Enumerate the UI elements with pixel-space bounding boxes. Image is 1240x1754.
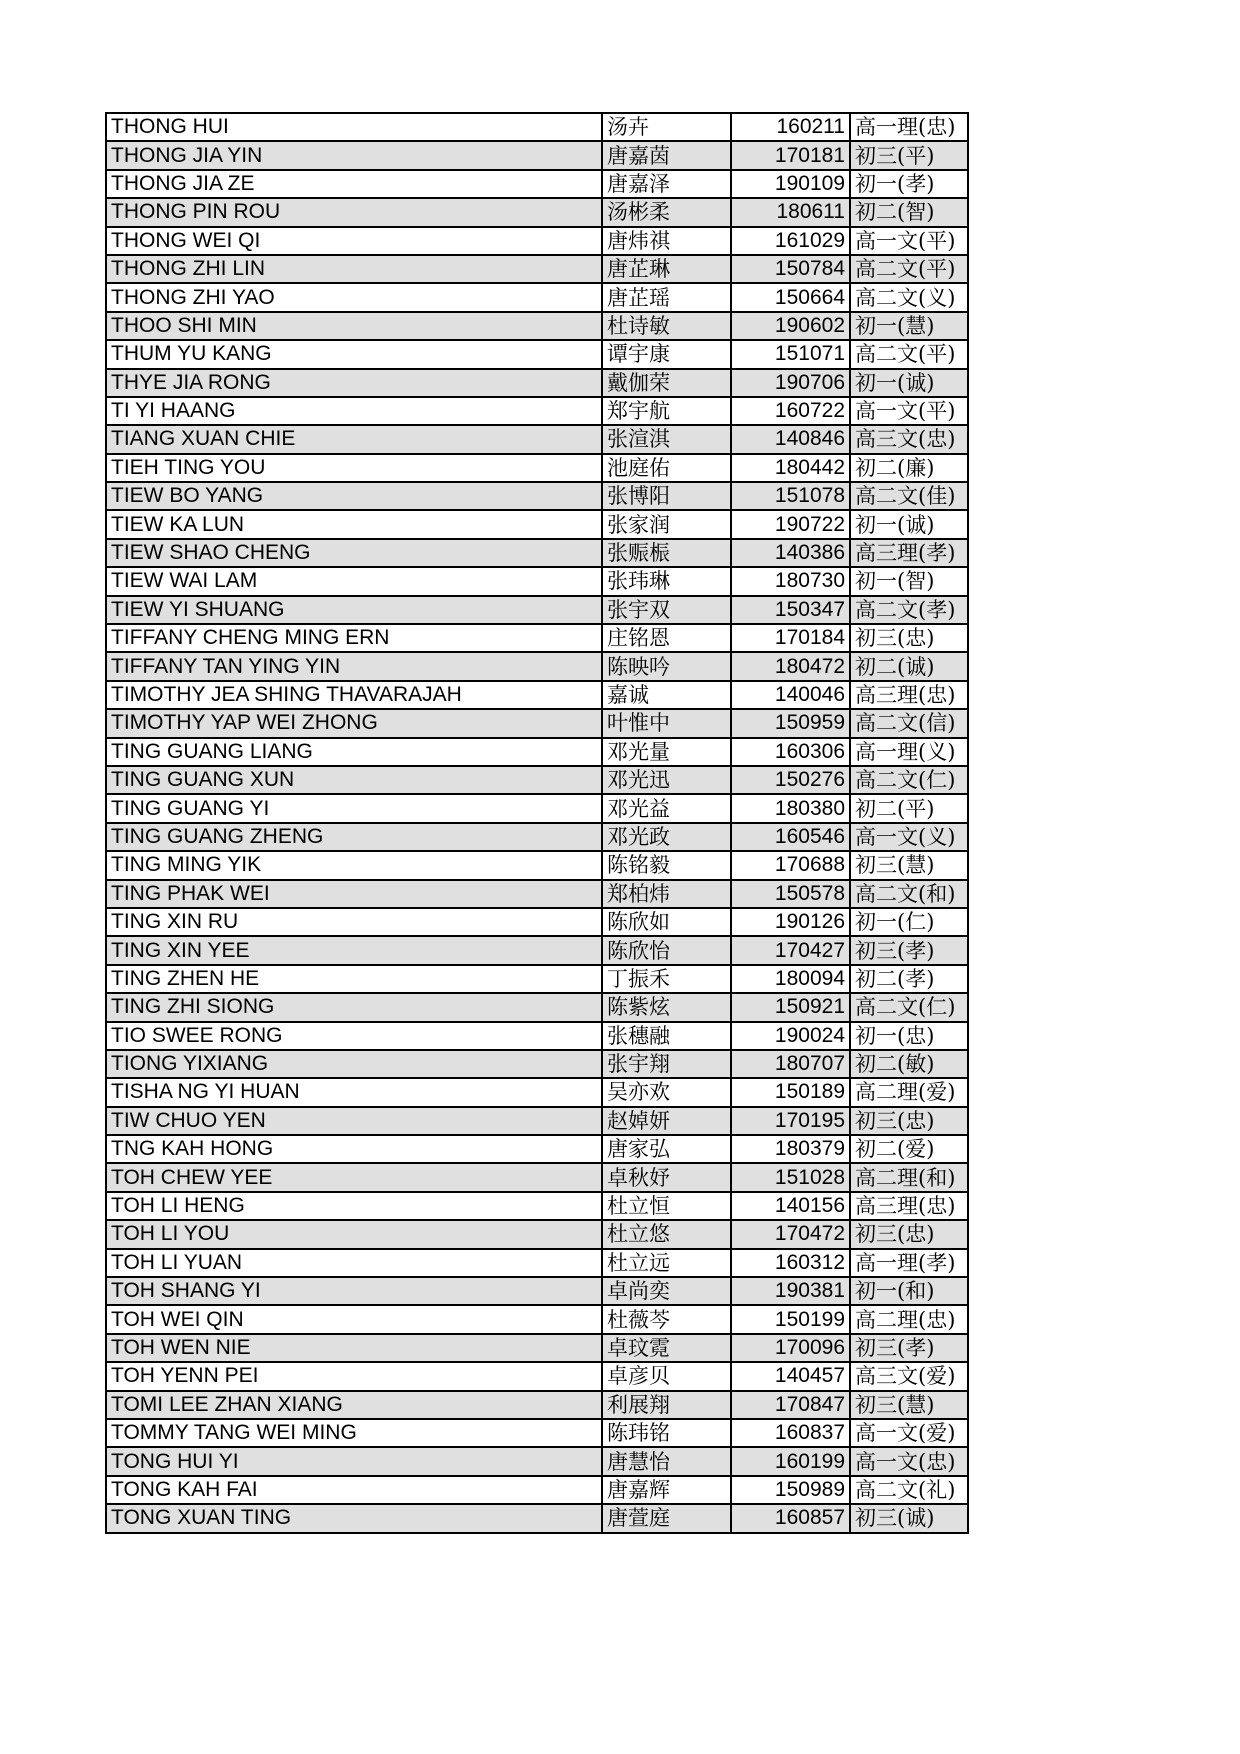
table-row bbox=[106, 454, 968, 482]
table-row bbox=[106, 624, 968, 652]
student-name-cell: TOH YENN PEI bbox=[106, 1362, 602, 1390]
class-cell: 高一文(义) bbox=[850, 823, 968, 851]
student-id-cell: 160211 bbox=[731, 113, 850, 141]
student-name-cell: TOH LI YUAN bbox=[106, 1249, 602, 1277]
chinese-name-cell: 唐嘉辉 bbox=[602, 1476, 731, 1504]
chinese-name-cell: 张穗融 bbox=[602, 1022, 731, 1050]
table-row bbox=[106, 1419, 968, 1447]
student-id-cell: 170427 bbox=[731, 936, 850, 964]
class-cell: 初一(孝) bbox=[850, 170, 968, 198]
chinese-name-cell: 杜诗敏 bbox=[602, 312, 731, 340]
student-id-cell: 150276 bbox=[731, 766, 850, 794]
student-name-cell: TISHA NG YI HUAN bbox=[106, 1078, 602, 1106]
student-name-cell: TONG KAH FAI bbox=[106, 1476, 602, 1504]
chinese-name-cell: 丁振禾 bbox=[602, 965, 731, 993]
class-cell: 高二文(仁) bbox=[850, 993, 968, 1021]
table-row bbox=[106, 794, 968, 822]
chinese-name-cell: 陈欣怡 bbox=[602, 936, 731, 964]
student-name-cell: TIANG XUAN CHIE bbox=[106, 425, 602, 453]
class-cell: 高二文(义) bbox=[850, 283, 968, 311]
class-cell: 初一(诚) bbox=[850, 510, 968, 538]
student-id-cell: 170181 bbox=[731, 141, 850, 169]
student-name-cell: THONG JIA ZE bbox=[106, 170, 602, 198]
class-cell: 初二(廉) bbox=[850, 454, 968, 482]
class-cell: 高三文(爱) bbox=[850, 1362, 968, 1390]
student-name-cell: TOH SHANG YI bbox=[106, 1277, 602, 1305]
chinese-name-cell: 郑柏炜 bbox=[602, 880, 731, 908]
student-name-cell: THONG ZHI YAO bbox=[106, 283, 602, 311]
student-id-cell: 170688 bbox=[731, 851, 850, 879]
chinese-name-cell: 唐嘉泽 bbox=[602, 170, 731, 198]
chinese-name-cell: 张渲淇 bbox=[602, 425, 731, 453]
student-id-cell: 160837 bbox=[731, 1419, 850, 1447]
student-id-cell: 150578 bbox=[731, 880, 850, 908]
chinese-name-cell: 谭宇康 bbox=[602, 340, 731, 368]
student-name-cell: TING GUANG XUN bbox=[106, 766, 602, 794]
class-cell: 初一(仁) bbox=[850, 908, 968, 936]
student-id-cell: 170847 bbox=[731, 1391, 850, 1419]
student-name-cell: TONG HUI YI bbox=[106, 1447, 602, 1475]
class-cell: 高一文(平) bbox=[850, 397, 968, 425]
class-cell: 初三(忠) bbox=[850, 624, 968, 652]
student-id-cell: 151071 bbox=[731, 340, 850, 368]
class-cell: 高三理(忠) bbox=[850, 1192, 968, 1220]
table-row bbox=[106, 397, 968, 425]
chinese-name-cell: 卓玟霓 bbox=[602, 1334, 731, 1362]
student-id-cell: 140046 bbox=[731, 681, 850, 709]
table-row bbox=[106, 170, 968, 198]
table-row bbox=[106, 1163, 968, 1191]
chinese-name-cell: 邓光迅 bbox=[602, 766, 731, 794]
chinese-name-cell: 邓光益 bbox=[602, 794, 731, 822]
class-cell: 高二文(礼) bbox=[850, 1476, 968, 1504]
student-name-cell: THONG PIN ROU bbox=[106, 198, 602, 226]
table-row bbox=[106, 908, 968, 936]
chinese-name-cell: 利展翔 bbox=[602, 1391, 731, 1419]
table-row bbox=[106, 880, 968, 908]
class-cell: 高二理(忠) bbox=[850, 1305, 968, 1333]
class-cell: 初一(慧) bbox=[850, 312, 968, 340]
student-id-cell: 170184 bbox=[731, 624, 850, 652]
chinese-name-cell: 邓光量 bbox=[602, 738, 731, 766]
student-name-cell: THOO SHI MIN bbox=[106, 312, 602, 340]
student-id-cell: 190109 bbox=[731, 170, 850, 198]
table-row bbox=[106, 965, 968, 993]
student-name-cell: TOMMY TANG WEI MING bbox=[106, 1419, 602, 1447]
student-id-cell: 180094 bbox=[731, 965, 850, 993]
student-name-cell: TOH WEN NIE bbox=[106, 1334, 602, 1362]
class-cell: 初三(孝) bbox=[850, 1334, 968, 1362]
student-name-cell: TING GUANG YI bbox=[106, 794, 602, 822]
table-row bbox=[106, 198, 968, 226]
chinese-name-cell: 戴伽荣 bbox=[602, 369, 731, 397]
class-cell: 高二文(佳) bbox=[850, 482, 968, 510]
student-id-cell: 140386 bbox=[731, 539, 850, 567]
table-row bbox=[106, 596, 968, 624]
class-cell: 初一(诚) bbox=[850, 369, 968, 397]
student-name-cell: TIEW YI SHUANG bbox=[106, 596, 602, 624]
student-id-cell: 170195 bbox=[731, 1107, 850, 1135]
chinese-name-cell: 汤卉 bbox=[602, 113, 731, 141]
class-cell: 初一(智) bbox=[850, 567, 968, 595]
chinese-name-cell: 唐嘉茵 bbox=[602, 141, 731, 169]
class-cell: 高二文(平) bbox=[850, 255, 968, 283]
class-cell: 高二文(和) bbox=[850, 880, 968, 908]
student-name-cell: THUM YU KANG bbox=[106, 340, 602, 368]
student-id-cell: 150921 bbox=[731, 993, 850, 1021]
class-cell: 初三(平) bbox=[850, 141, 968, 169]
class-cell: 初三(慧) bbox=[850, 1391, 968, 1419]
student-name-cell: TIEH TING YOU bbox=[106, 454, 602, 482]
table-row bbox=[106, 1504, 968, 1532]
table-row bbox=[106, 369, 968, 397]
chinese-name-cell: 陈欣如 bbox=[602, 908, 731, 936]
student-name-cell: TIMOTHY JEA SHING THAVARAJAH bbox=[106, 681, 602, 709]
table-row bbox=[106, 823, 968, 851]
student-id-cell: 190024 bbox=[731, 1022, 850, 1050]
student-name-cell: TIW CHUO YEN bbox=[106, 1107, 602, 1135]
student-name-cell: TING XIN RU bbox=[106, 908, 602, 936]
table-row bbox=[106, 283, 968, 311]
student-id-cell: 160546 bbox=[731, 823, 850, 851]
table-row bbox=[106, 1022, 968, 1050]
student-name-cell: TOH LI YOU bbox=[106, 1220, 602, 1248]
class-cell: 初二(孝) bbox=[850, 965, 968, 993]
student-name-cell: TING XIN YEE bbox=[106, 936, 602, 964]
chinese-name-cell: 庄铭恩 bbox=[602, 624, 731, 652]
class-cell: 高一理(义) bbox=[850, 738, 968, 766]
class-cell: 初二(智) bbox=[850, 198, 968, 226]
table-row bbox=[106, 766, 968, 794]
student-id-cell: 180611 bbox=[731, 198, 850, 226]
student-name-cell: TING MING YIK bbox=[106, 851, 602, 879]
student-name-cell: TING GUANG LIANG bbox=[106, 738, 602, 766]
table-row bbox=[106, 113, 968, 141]
student-id-cell: 180380 bbox=[731, 794, 850, 822]
chinese-name-cell: 陈铭毅 bbox=[602, 851, 731, 879]
student-id-cell: 151078 bbox=[731, 482, 850, 510]
student-id-cell: 150189 bbox=[731, 1078, 850, 1106]
student-table-body bbox=[106, 113, 968, 1533]
student-name-cell: TIFFANY CHENG MING ERN bbox=[106, 624, 602, 652]
class-cell: 高一理(孝) bbox=[850, 1249, 968, 1277]
student-name-cell: TIEW WAI LAM bbox=[106, 567, 602, 595]
student-name-cell: TOH WEI QIN bbox=[106, 1305, 602, 1333]
class-cell: 高二文(仁) bbox=[850, 766, 968, 794]
chinese-name-cell: 张玮琳 bbox=[602, 567, 731, 595]
table-row bbox=[106, 312, 968, 340]
chinese-name-cell: 杜薇芩 bbox=[602, 1305, 731, 1333]
student-name-cell: TOH CHEW YEE bbox=[106, 1163, 602, 1191]
class-cell: 初三(忠) bbox=[850, 1220, 968, 1248]
table-row bbox=[106, 227, 968, 255]
class-cell: 高二文(信) bbox=[850, 709, 968, 737]
table-row bbox=[106, 738, 968, 766]
student-name-cell: TNG KAH HONG bbox=[106, 1135, 602, 1163]
chinese-name-cell: 唐家弘 bbox=[602, 1135, 731, 1163]
table-row bbox=[106, 255, 968, 283]
student-id-cell: 150989 bbox=[731, 1476, 850, 1504]
student-id-cell: 180379 bbox=[731, 1135, 850, 1163]
chinese-name-cell: 嘉诚 bbox=[602, 681, 731, 709]
student-name-cell: THYE JIA RONG bbox=[106, 369, 602, 397]
chinese-name-cell: 池庭佑 bbox=[602, 454, 731, 482]
student-id-cell: 160312 bbox=[731, 1249, 850, 1277]
table-row bbox=[106, 510, 968, 538]
chinese-name-cell: 唐慧怡 bbox=[602, 1447, 731, 1475]
table-row bbox=[106, 681, 968, 709]
chinese-name-cell: 郑宇航 bbox=[602, 397, 731, 425]
student-name-cell: THONG HUI bbox=[106, 113, 602, 141]
student-name-cell: THONG WEI QI bbox=[106, 227, 602, 255]
student-id-cell: 180707 bbox=[731, 1050, 850, 1078]
student-id-cell: 190706 bbox=[731, 369, 850, 397]
chinese-name-cell: 张赈桭 bbox=[602, 539, 731, 567]
chinese-name-cell: 赵婥妍 bbox=[602, 1107, 731, 1135]
table-row bbox=[106, 1391, 968, 1419]
class-cell: 高三理(孝) bbox=[850, 539, 968, 567]
class-cell: 初二(敏) bbox=[850, 1050, 968, 1078]
table-row bbox=[106, 567, 968, 595]
student-id-cell: 160722 bbox=[731, 397, 850, 425]
class-cell: 初一(和) bbox=[850, 1277, 968, 1305]
chinese-name-cell: 杜立悠 bbox=[602, 1220, 731, 1248]
class-cell: 初三(孝) bbox=[850, 936, 968, 964]
chinese-name-cell: 张家润 bbox=[602, 510, 731, 538]
class-cell: 高三文(忠) bbox=[850, 425, 968, 453]
student-name-cell: TIFFANY TAN YING YIN bbox=[106, 652, 602, 680]
chinese-name-cell: 叶惟中 bbox=[602, 709, 731, 737]
chinese-name-cell: 汤彬柔 bbox=[602, 198, 731, 226]
chinese-name-cell: 吴亦欢 bbox=[602, 1078, 731, 1106]
student-id-cell: 180472 bbox=[731, 652, 850, 680]
table-row bbox=[106, 1135, 968, 1163]
student-id-cell: 180442 bbox=[731, 454, 850, 482]
class-cell: 高二文(孝) bbox=[850, 596, 968, 624]
class-cell: 高三理(忠) bbox=[850, 681, 968, 709]
student-name-cell: TI YI HAANG bbox=[106, 397, 602, 425]
student-id-cell: 160199 bbox=[731, 1447, 850, 1475]
chinese-name-cell: 陈映吟 bbox=[602, 652, 731, 680]
table-row bbox=[106, 851, 968, 879]
class-cell: 高一理(忠) bbox=[850, 113, 968, 141]
student-id-cell: 190126 bbox=[731, 908, 850, 936]
student-name-cell: TIEW BO YANG bbox=[106, 482, 602, 510]
student-name-cell: TING GUANG ZHENG bbox=[106, 823, 602, 851]
chinese-name-cell: 卓尚奕 bbox=[602, 1277, 731, 1305]
class-cell: 初二(爱) bbox=[850, 1135, 968, 1163]
table-row bbox=[106, 1078, 968, 1106]
student-name-cell: THONG ZHI LIN bbox=[106, 255, 602, 283]
chinese-name-cell: 唐芷瑶 bbox=[602, 283, 731, 311]
chinese-name-cell: 陈紫炫 bbox=[602, 993, 731, 1021]
chinese-name-cell: 邓光政 bbox=[602, 823, 731, 851]
student-id-cell: 140457 bbox=[731, 1362, 850, 1390]
student-id-cell: 160306 bbox=[731, 738, 850, 766]
student-name-cell: TIMOTHY YAP WEI ZHONG bbox=[106, 709, 602, 737]
class-cell: 初二(诚) bbox=[850, 652, 968, 680]
table-row bbox=[106, 993, 968, 1021]
student-table bbox=[105, 112, 969, 1534]
class-cell: 高一文(爱) bbox=[850, 1419, 968, 1447]
class-cell: 初三(忠) bbox=[850, 1107, 968, 1135]
table-row bbox=[106, 652, 968, 680]
table-row bbox=[106, 1476, 968, 1504]
student-name-cell: TONG XUAN TING bbox=[106, 1504, 602, 1532]
student-id-cell: 150959 bbox=[731, 709, 850, 737]
student-name-cell: TING PHAK WEI bbox=[106, 880, 602, 908]
student-name-cell: TIEW SHAO CHENG bbox=[106, 539, 602, 567]
class-cell: 高一文(平) bbox=[850, 227, 968, 255]
table-row bbox=[106, 1192, 968, 1220]
table-row bbox=[106, 1249, 968, 1277]
student-id-cell: 180730 bbox=[731, 567, 850, 595]
class-cell: 高二理(和) bbox=[850, 1163, 968, 1191]
table-row bbox=[106, 1107, 968, 1135]
table-row bbox=[106, 141, 968, 169]
table-row bbox=[106, 1305, 968, 1333]
table-row bbox=[106, 936, 968, 964]
student-id-cell: 150784 bbox=[731, 255, 850, 283]
chinese-name-cell: 卓彦贝 bbox=[602, 1362, 731, 1390]
table-row bbox=[106, 340, 968, 368]
student-name-cell: TIO SWEE RONG bbox=[106, 1022, 602, 1050]
chinese-name-cell: 唐炜祺 bbox=[602, 227, 731, 255]
student-id-cell: 170096 bbox=[731, 1334, 850, 1362]
student-id-cell: 140156 bbox=[731, 1192, 850, 1220]
student-name-cell: TING ZHEN HE bbox=[106, 965, 602, 993]
student-id-cell: 150199 bbox=[731, 1305, 850, 1333]
student-id-cell: 161029 bbox=[731, 227, 850, 255]
student-id-cell: 140846 bbox=[731, 425, 850, 453]
student-name-cell: TOMI LEE ZHAN XIANG bbox=[106, 1391, 602, 1419]
class-cell: 初三(诚) bbox=[850, 1504, 968, 1532]
table-row bbox=[106, 1277, 968, 1305]
table-row bbox=[106, 425, 968, 453]
chinese-name-cell: 杜立恒 bbox=[602, 1192, 731, 1220]
student-name-cell: TING ZHI SIONG bbox=[106, 993, 602, 1021]
table-row bbox=[106, 709, 968, 737]
student-name-cell: TOH LI HENG bbox=[106, 1192, 602, 1220]
table-row bbox=[106, 482, 968, 510]
student-id-cell: 150664 bbox=[731, 283, 850, 311]
chinese-name-cell: 杜立远 bbox=[602, 1249, 731, 1277]
student-id-cell: 190722 bbox=[731, 510, 850, 538]
student-id-cell: 160857 bbox=[731, 1504, 850, 1532]
chinese-name-cell: 张宇双 bbox=[602, 596, 731, 624]
student-id-cell: 170472 bbox=[731, 1220, 850, 1248]
class-cell: 高一文(忠) bbox=[850, 1447, 968, 1475]
table-row bbox=[106, 1447, 968, 1475]
table-row bbox=[106, 1220, 968, 1248]
student-id-cell: 190602 bbox=[731, 312, 850, 340]
class-cell: 初二(平) bbox=[850, 794, 968, 822]
student-id-cell: 190381 bbox=[731, 1277, 850, 1305]
class-cell: 初三(慧) bbox=[850, 851, 968, 879]
student-name-cell: TIONG YIXIANG bbox=[106, 1050, 602, 1078]
table-row bbox=[106, 539, 968, 567]
chinese-name-cell: 张博阳 bbox=[602, 482, 731, 510]
chinese-name-cell: 唐萱庭 bbox=[602, 1504, 731, 1532]
student-id-cell: 150347 bbox=[731, 596, 850, 624]
class-cell: 高二理(爱) bbox=[850, 1078, 968, 1106]
student-id-cell: 151028 bbox=[731, 1163, 850, 1191]
table-row bbox=[106, 1362, 968, 1390]
class-cell: 初一(忠) bbox=[850, 1022, 968, 1050]
chinese-name-cell: 陈玮铭 bbox=[602, 1419, 731, 1447]
table-row bbox=[106, 1334, 968, 1362]
chinese-name-cell: 张宇翔 bbox=[602, 1050, 731, 1078]
table-row bbox=[106, 1050, 968, 1078]
student-name-cell: TIEW KA LUN bbox=[106, 510, 602, 538]
student-name-cell: THONG JIA YIN bbox=[106, 141, 602, 169]
class-cell: 高二文(平) bbox=[850, 340, 968, 368]
chinese-name-cell: 卓秋妤 bbox=[602, 1163, 731, 1191]
chinese-name-cell: 唐芷琳 bbox=[602, 255, 731, 283]
